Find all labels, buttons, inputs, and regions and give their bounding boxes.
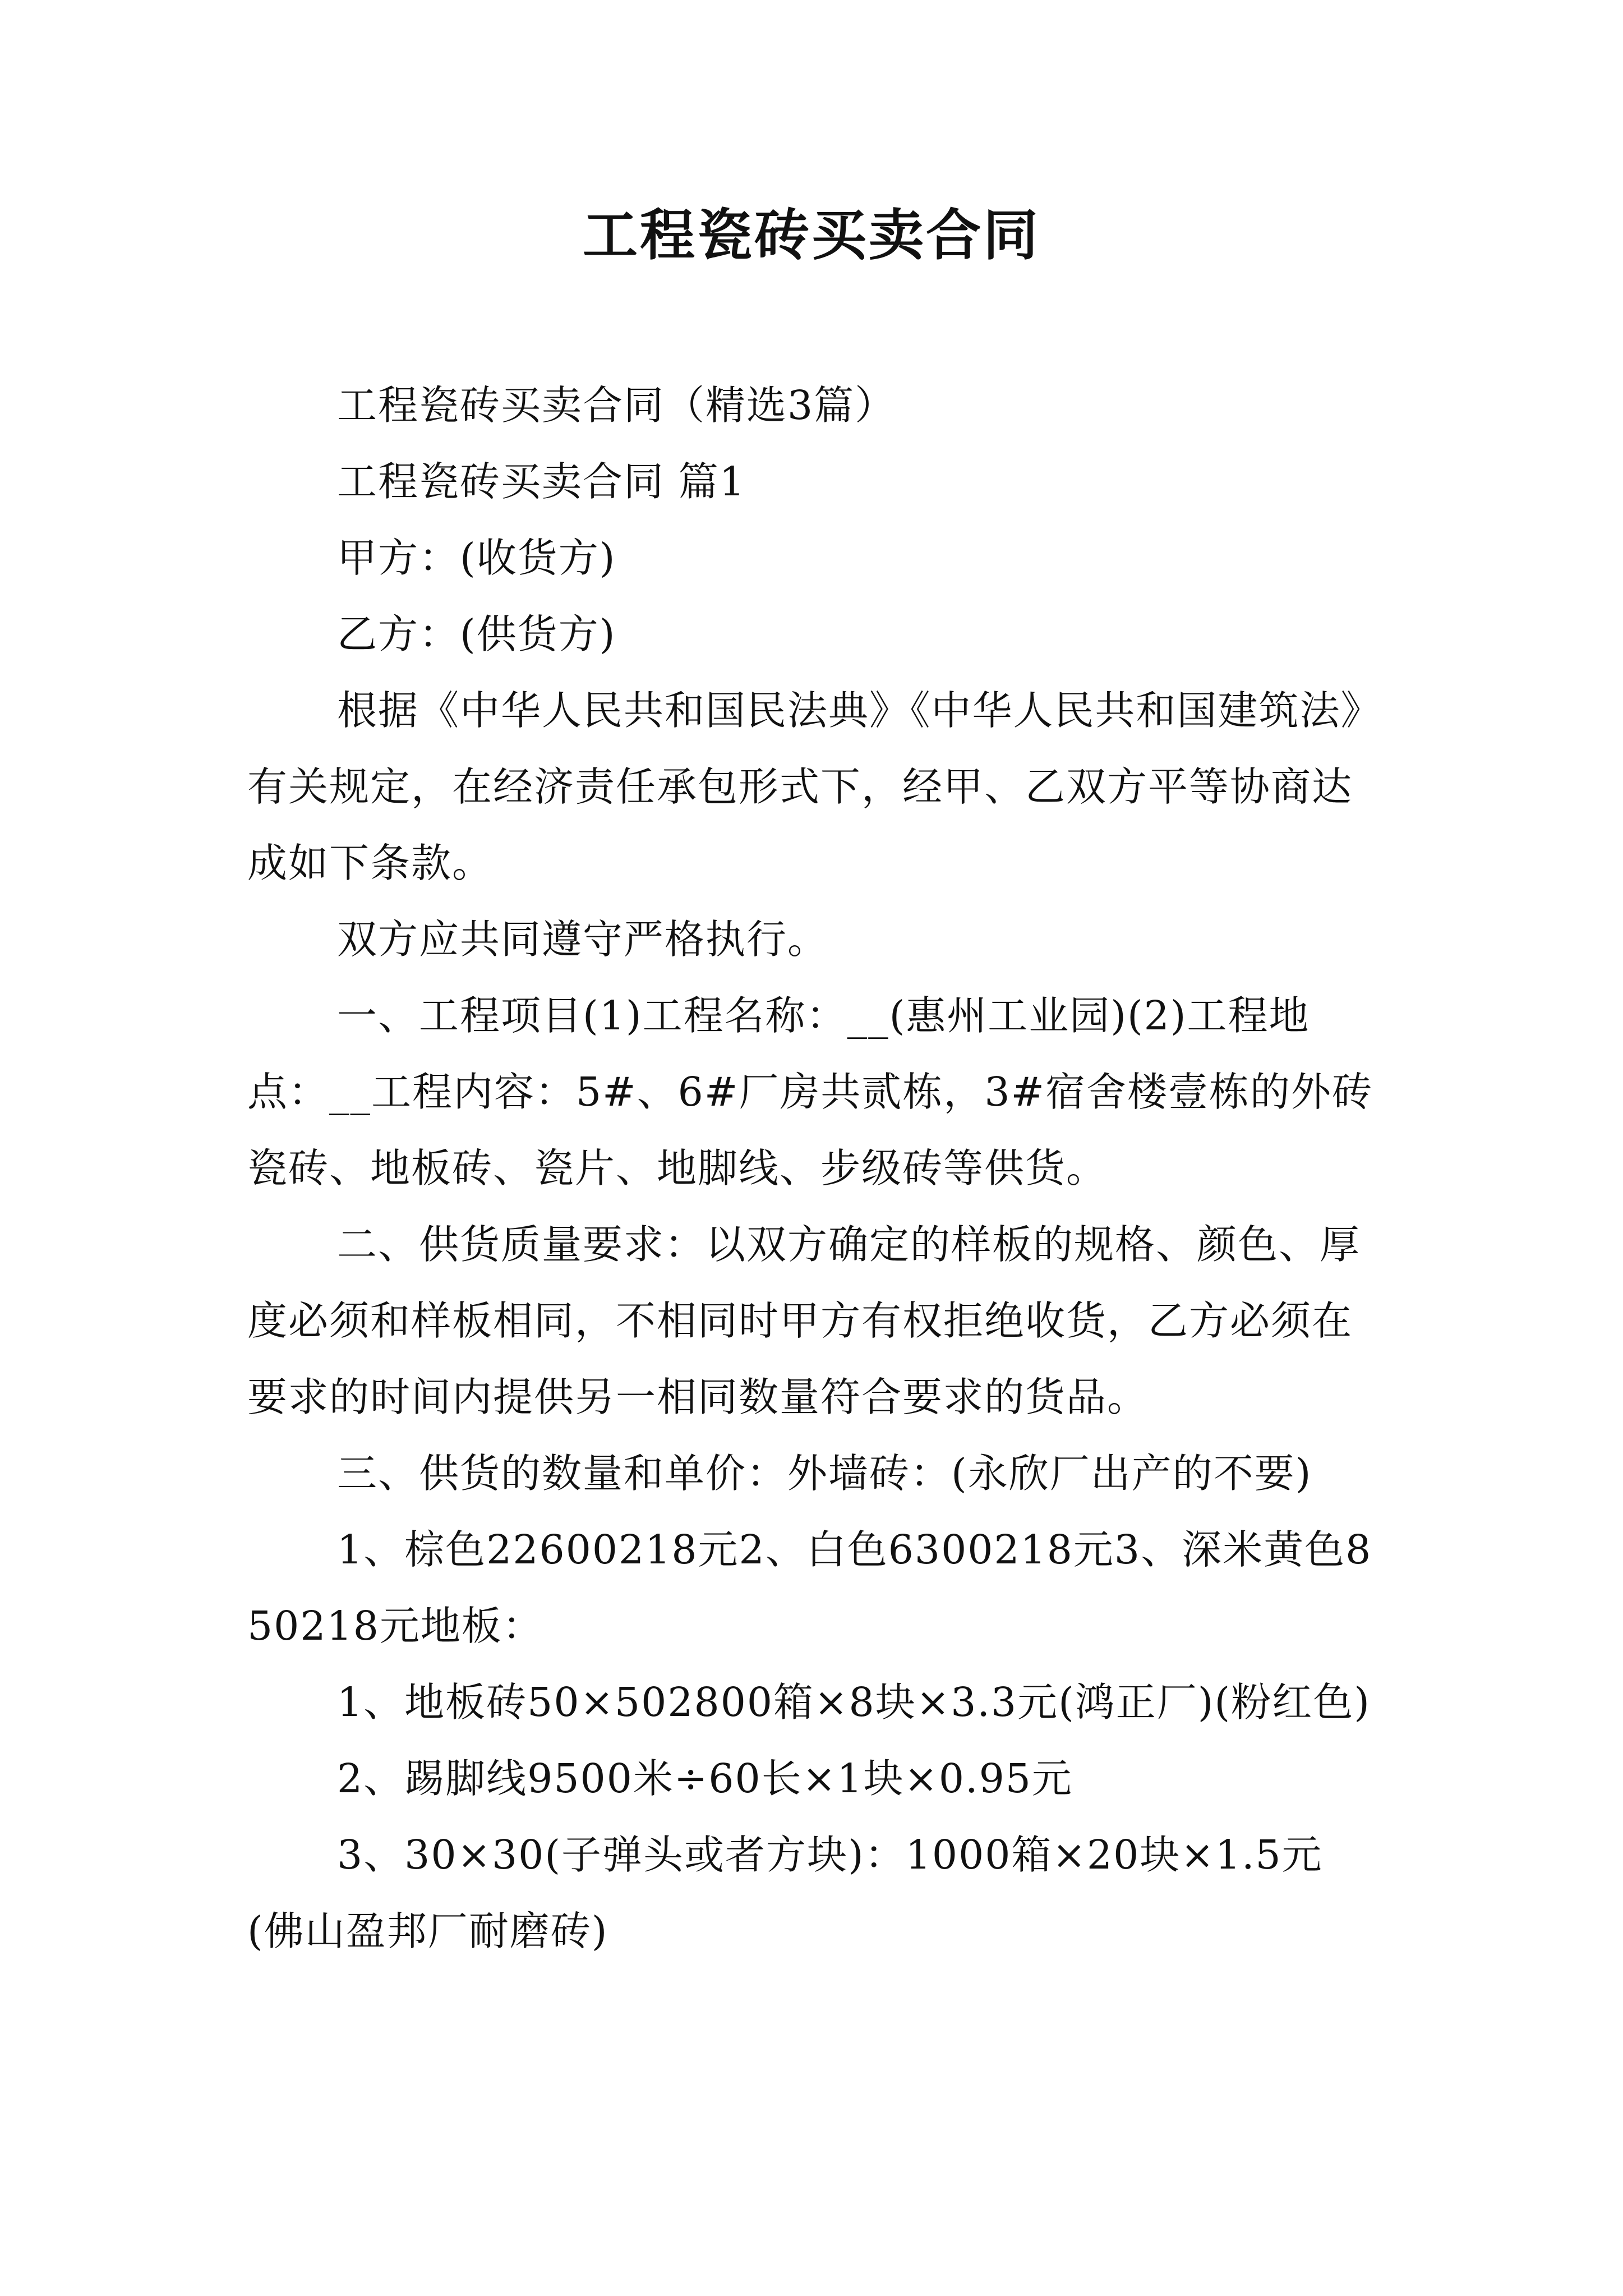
paragraph-floor-tiles: 1、地板砖50×502800箱×8块×3.3元(鸿正厂)(粉红色)	[337, 1679, 1371, 1726]
paragraph-project: 一、工程项目(1)工程名称：__(惠州工业园)(2)工程地点：__工程内容：5#、6#厂房共贰栋，3#宿舍楼壹栋的外砖瓷砖、地板砖、瓷片、地脚线、步级砖等供货。	[247, 992, 1373, 1191]
paragraph-wall-tiles: 1、棕色22600218元2、白色6300218元3、深米黄色850218元地板：	[247, 1526, 1372, 1649]
paragraph-subtitle: 工程瓷砖买卖合同（精选3篇）	[337, 382, 896, 429]
paragraph-party-b: 乙方：(供货方)	[337, 611, 616, 657]
document-title: 工程瓷砖买卖合同	[582, 203, 1040, 268]
paragraph-wear-tiles: 3、30×30(子弹头或者方块)：1000箱×20块×1.5元(佛山盈邦厂耐磨砖)	[247, 1832, 1323, 1954]
paragraph-quality: 二、供货质量要求：以双方确定的样板的规格、颜色、厚度必须和样板相同，不相同时甲方有权拒绝收货，乙方必须在要求的时间内提供另一相同数量符合要求的货品。	[247, 1221, 1361, 1420]
paragraph-party-a: 甲方：(收货方)	[337, 535, 616, 581]
paragraph-skirting: 2、踢脚线9500米÷60长×1块×0.95元	[337, 1755, 1073, 1802]
paragraph-quantity-price: 三、供货的数量和单价：外墙砖：(永欣厂出产的不要)	[337, 1450, 1312, 1497]
paragraph-section-heading: 工程瓷砖买卖合同 篇1	[337, 458, 746, 505]
paragraph-compliance: 双方应共同遵守严格执行。	[337, 916, 829, 963]
paragraph-legal-basis: 根据《中华人民共和国民法典》《中华人民共和国建筑法》有关规定，在经济责任承包形式下，经甲、乙双方平等协商达成如下条款。	[247, 687, 1362, 886]
document-body	[247, 367, 1380, 1970]
